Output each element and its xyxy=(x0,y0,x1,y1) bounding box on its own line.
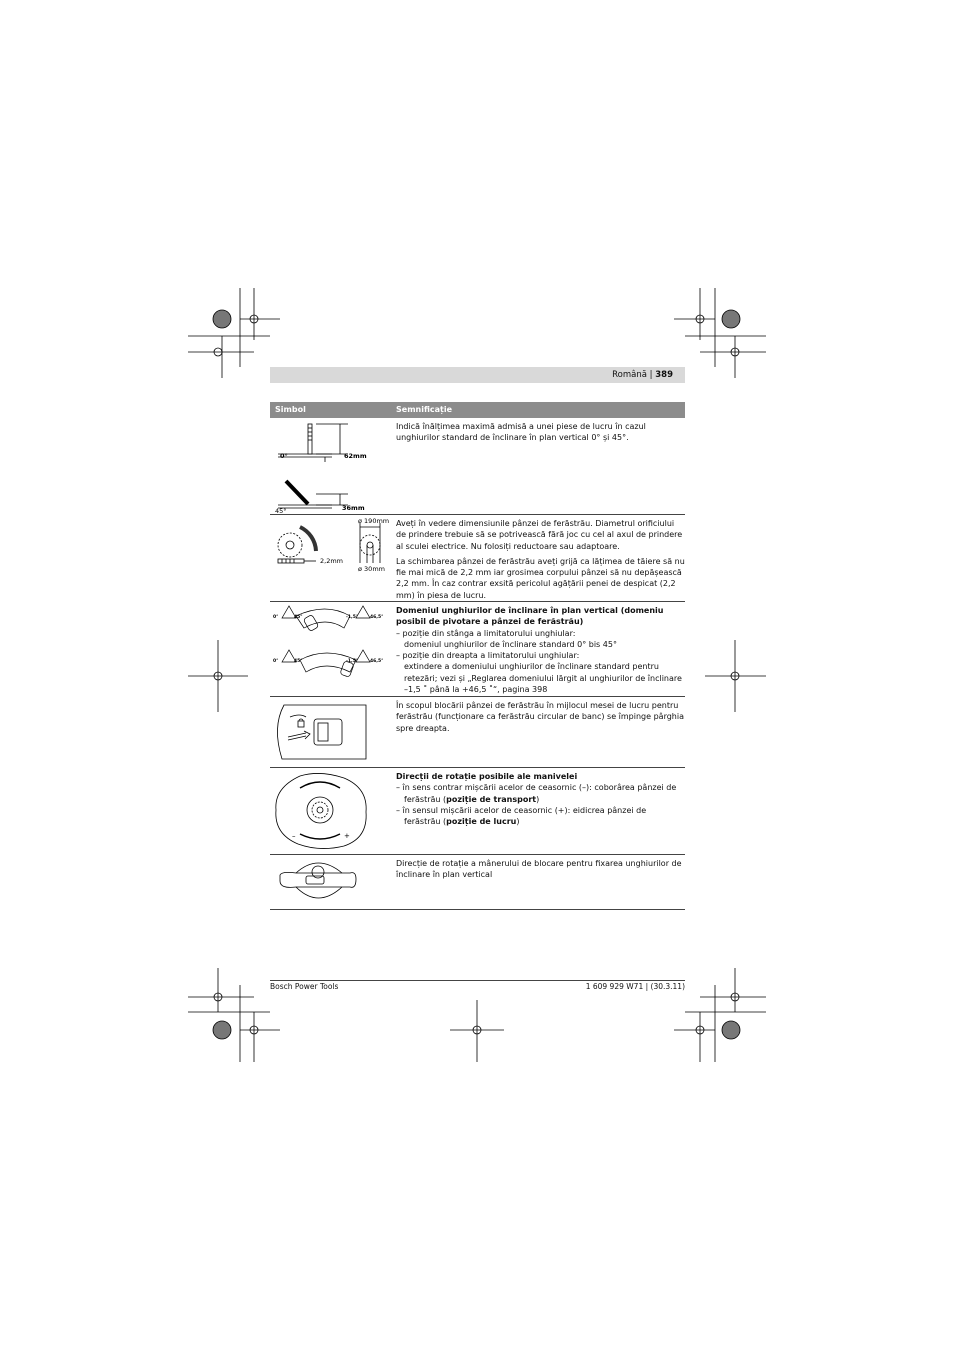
label-465-bottom: 46,5° xyxy=(370,659,384,664)
table-row xyxy=(270,602,685,697)
row-title: Domeniul unghiurilor de înclinare în plan vertical (domeniu posibil de pivotare a pânzei de ferăstrău) xyxy=(396,606,664,627)
col-meaning-header: Semnificație xyxy=(396,405,453,414)
label-0deg-top: 0° xyxy=(273,615,279,620)
meaning-text xyxy=(396,858,685,881)
paragraph: Direcție de rotație a mânerului de blocare pentru fixarea unghiurilor de înclinare în plan vertical xyxy=(396,859,682,880)
label-62mm: 62mm xyxy=(344,452,367,460)
blade-lock-lever-icon xyxy=(270,697,390,767)
page-header xyxy=(270,367,685,383)
label-plus: + xyxy=(344,832,350,840)
label-kerf: 2,2mm xyxy=(320,557,344,565)
list-item xyxy=(396,805,685,828)
list-item: extindere a domeniului unghiurilor de înclinare standard pentru retezări; vezi și „Reglarea domeniului lărgit al unghiurilor de înclinare –1,5 ˚ până la +46,5 ˚“, pagina 398 xyxy=(404,662,682,695)
item-text: – în sens contrar mișcării acelor de ceasornic (–): coborârea pânzei de ferăstrău ( xyxy=(396,783,677,804)
table-row xyxy=(270,855,685,910)
crank-rotation-icon xyxy=(270,768,390,854)
item-text: ) xyxy=(516,817,520,827)
label-45deg-bottom: 45° xyxy=(294,659,303,664)
paragraph: Aveți în vedere dimensiunile pânzei de ferăstrău. Diametrul orificiului de prindere trebuie să se potrivească fără joc cu cel al axul de prindere al sculei electrice. Nu folosiți reductoare sau adaptoare. xyxy=(396,519,683,551)
item-bold: poziție de transport xyxy=(446,794,537,804)
label-bore-diameter: ø 30mm xyxy=(358,565,385,573)
item-text: – în sensul mișcării acelor de ceasornic (+): eidicrea pânzei de ferăstrău ( xyxy=(396,805,647,827)
item-text: ) xyxy=(536,794,540,804)
paragraph: În scopul blocării pânzei de ferăstrău în mijlocul mesei de lucru pentru ferăstrău (funcționare ca ferăstrău circular de banc) se împinge pârghia spre dreapta. xyxy=(396,701,684,733)
footer-brand: Bosch Power Tools xyxy=(270,982,339,991)
meaning-text xyxy=(396,518,685,601)
header-page-number: 389 xyxy=(655,370,673,380)
footer-doc-number: 1 609 929 W71 | (30.3.11) xyxy=(585,982,685,991)
list-item: domeniul unghiurilor de înclinare standard 0° bis 45° xyxy=(404,639,617,649)
col-symbol-header: Simbol xyxy=(275,405,306,414)
meaning-text xyxy=(396,700,685,734)
header-language: Română xyxy=(612,370,647,380)
label-465-top: 46,5° xyxy=(370,615,384,620)
label-45deg-top: 45° xyxy=(294,615,303,620)
list-item: – poziție din stânga a limitatorului unghiular: xyxy=(396,628,576,638)
locking-knob-rotation-icon xyxy=(270,855,390,909)
table-row xyxy=(270,418,685,515)
label-36mm: 36mm xyxy=(342,504,365,512)
meaning-text xyxy=(396,771,685,827)
list-item xyxy=(396,782,685,805)
label-neg15-bottom: -1,5° xyxy=(346,659,359,664)
paragraph: Indică înălțimea maximă admisă a unei piese de lucru în cazul unghiurilor standard de înclinare în plan vertical 0° și 45°. xyxy=(396,422,646,443)
table-row xyxy=(270,697,685,768)
header-separator: | xyxy=(649,370,653,380)
label-minus: – xyxy=(292,832,296,840)
meaning-text xyxy=(396,421,685,444)
item-bold: poziție de lucru xyxy=(446,817,517,827)
label-0deg: 0° xyxy=(280,452,288,460)
table-header xyxy=(270,402,685,418)
footer-divider xyxy=(270,980,685,981)
paragraph: La schimbarea pânzei de ferăstrău aveți grijă ca lățimea de tăiere să nu fie mai mică de 2,2 mm iar grosimea corpului pânzei să nu depășească 2,2 mm. În caz contrar exsită pericolul agățării penei de despicat (2,2 mm) în piesa de lucru. xyxy=(396,556,685,600)
bevel-range-icon xyxy=(270,602,390,696)
table-row xyxy=(270,768,685,855)
meaning-text xyxy=(396,605,685,695)
list-item: – poziție din dreapta a limitatorului unghiular: xyxy=(396,651,580,661)
label-blade-diameter: ø 190mm xyxy=(358,517,390,525)
label-0deg-bottom: 0° xyxy=(273,659,279,664)
cutting-height-icon xyxy=(270,418,390,514)
row-title: Direcții de rotație posibile ale manivelei xyxy=(396,772,578,781)
label-neg15-top: -1,5° xyxy=(346,615,359,620)
label-45deg: 45° xyxy=(275,507,287,514)
symbol-table xyxy=(270,402,685,910)
saw-blade-dimensions-icon xyxy=(270,515,390,601)
table-row xyxy=(270,515,685,602)
